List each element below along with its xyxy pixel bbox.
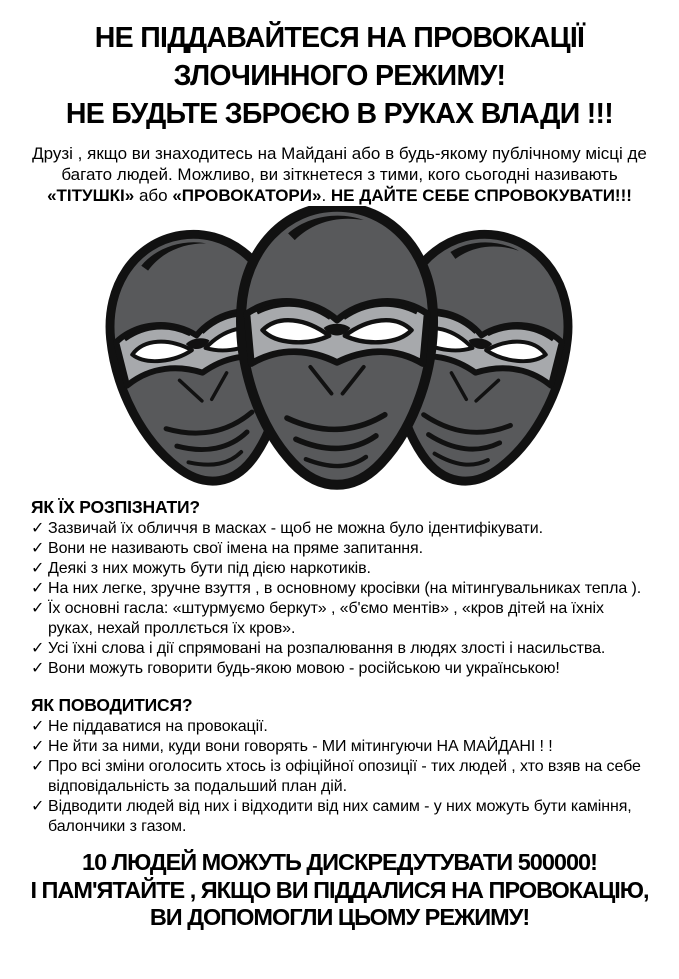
check-icon: ✓	[31, 560, 45, 577]
intro-paragraph	[32, 143, 648, 206]
check-icon: ✓	[31, 718, 45, 735]
footer-line: І ПАМ'ЯТАЙТЕ , ЯКЩО ВИ ПІДДАЛИСЯ НА ПРОВОКАЦІЮ,	[30, 876, 649, 903]
bullet-item	[31, 599, 653, 639]
footer-line: ВИ ДОПОМОГЛИ ЦЬОМУ РЕЖИМУ!	[149, 904, 530, 930]
bullet-text: Відводити людей від них і відходити від них самим - у них можуть бути каміння, балончики з газом.	[48, 798, 632, 835]
check-icon: ✓	[31, 660, 45, 677]
poster-title-line: НЕ ПІДДАВАЙТЕСЯ НА ПРОВОКАЦІЇ	[94, 22, 585, 54]
bullet-item	[31, 559, 653, 579]
check-icon: ✓	[31, 798, 45, 815]
check-icon: ✓	[31, 758, 45, 775]
mask-center	[241, 207, 433, 485]
section-1	[31, 497, 653, 679]
bullet-item	[31, 659, 653, 679]
bullet-item	[31, 639, 653, 659]
poster-title	[8, 19, 671, 133]
bullet-item	[31, 717, 653, 737]
bullet-text: Не піддаватися на провокації.	[48, 718, 268, 735]
intro-text-run: .	[321, 186, 331, 205]
check-icon: ✓	[31, 640, 45, 657]
bullet-item	[31, 737, 653, 757]
check-icon: ✓	[31, 600, 45, 617]
check-icon: ✓	[31, 520, 45, 537]
bullet-list	[31, 717, 653, 837]
bullet-text: Усі їхні слова і дії спрямовані на розпалювання в людях злості і насильства.	[48, 640, 606, 657]
bullet-text: Зазвичай їх обличчя в масках - щоб не можна було ідентифікувати.	[48, 520, 543, 537]
bullet-list	[31, 519, 653, 679]
check-icon: ✓	[31, 580, 45, 597]
intro-text-run: «ТІТУШКІ»	[47, 186, 135, 205]
poster-footer	[0, 849, 679, 932]
bullet-item	[31, 519, 653, 539]
balaclava-masks-illustration	[59, 206, 621, 494]
intro-text-run: НЕ ДАЙТЕ СЕБЕ СПРОВОКУВАТИ!!!	[330, 186, 632, 205]
bullet-item	[31, 539, 653, 559]
bullet-text: Їх основні гасла: «штурмуємо беркут» , «б'ємо ментів» , «кров дітей на їхніх руках, нехай проллється їх кров».	[48, 600, 604, 637]
check-icon: ✓	[31, 738, 45, 755]
poster-title-line: ЗЛОЧИННОГО РЕЖИМУ!	[173, 60, 506, 92]
intro-text-run: або	[134, 186, 173, 205]
poster	[0, 19, 679, 932]
intro-text-run: «ПРОВОКАТОРИ»	[172, 186, 322, 205]
bullet-item	[31, 797, 653, 837]
section-heading: ЯК ПОВОДИТИСЯ?	[31, 695, 193, 715]
bullet-text: Деякі з них можуть бути під дією наркотиків.	[48, 560, 371, 577]
bullet-text: Не йти за ними, куди вони говорять - МИ мітингуючи НА МАЙДАНІ ! !	[48, 738, 553, 755]
bullet-text: Вони не називають свої імена на пряме запитання.	[48, 540, 423, 557]
bullet-item	[31, 757, 653, 797]
poster-title-line: НЕ БУДЬТЕ ЗБРОЄЮ В РУКАХ ВЛАДИ !!!	[65, 98, 614, 130]
check-icon: ✓	[31, 540, 45, 557]
section-2	[31, 695, 653, 837]
section-heading: ЯК ЇХ РОЗПІЗНАТИ?	[31, 497, 200, 517]
footer-line: 10 ЛЮДЕЙ МОЖУТЬ ДИСКРЕДУТУВАТИ 500000!	[82, 849, 597, 875]
intro-text-run: Друзі , якщо ви знаходитесь на Майдані або в будь-якому публічному місці де багато людей. Можливо, ви зіткнетеся з тими, кого сьогодні називають	[32, 144, 647, 184]
bullet-text: Вони можуть говорити будь-якою мовою - російською чи українською!	[48, 660, 560, 677]
bullet-item	[31, 579, 653, 599]
bullet-text: На них легке, зручне взуття , в основному кросівки (на мітингувальниках тепла ).	[48, 580, 642, 597]
sections	[31, 497, 653, 837]
bullet-text: Про всі зміни оголосить хтось із офіційної опозиції - тих людей , хто взяв на себе відповідальність за подальший план дій.	[48, 758, 641, 795]
